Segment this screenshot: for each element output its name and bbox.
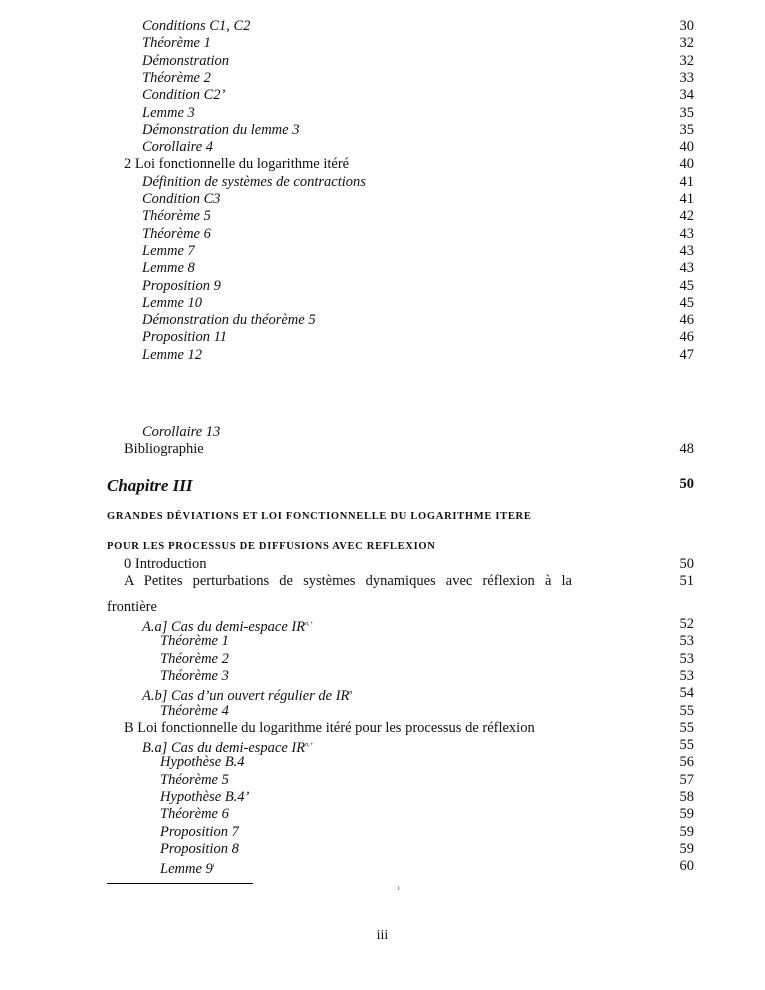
- toc-entry: [0, 616, 765, 633]
- toc-entry: [0, 208, 765, 225]
- toc-entry: [0, 772, 765, 789]
- toc-entry-title: Hypothèse B.4: [160, 754, 245, 771]
- toc-entry: [0, 53, 765, 70]
- toc-entry-title: B Loi fonctionnelle du logarithme itéré pour les processus de réflexion: [124, 719, 535, 736]
- toc-entry: [0, 824, 765, 841]
- toc-entry-page: 40: [679, 156, 694, 173]
- toc-entry-title: Lemme 3: [142, 104, 195, 121]
- toc-entry: [0, 278, 765, 295]
- chapter-page: 50: [679, 476, 694, 492]
- toc-entry-page: 47: [679, 346, 694, 363]
- chapter-title: Chapitre III: [107, 476, 193, 495]
- toc-entry-page: 41: [679, 173, 694, 190]
- toc-entry-title: Théorème 2: [142, 69, 211, 86]
- footnote-separator: [107, 883, 253, 884]
- toc-entry-page: 46: [679, 312, 694, 329]
- toc-entry-title: Théorème 6: [142, 225, 211, 242]
- toc-entry-title: Démonstration du lemme 3: [142, 121, 300, 138]
- toc-entry-title: Proposition 9: [142, 277, 221, 294]
- toc-entry-title: Condition C3: [142, 191, 221, 207]
- toc-entry: [0, 737, 765, 757]
- toc-entry: [0, 243, 765, 260]
- toc-entry: [0, 806, 765, 823]
- toc-entry: [0, 329, 765, 346]
- toc-entry-title: Lemme 12: [142, 346, 203, 363]
- toc-entry-title: A.b] Cas d’un ouvert régulier de $IR^n$: [142, 688, 353, 705]
- chapter-subtitle-line-2: POUR LES PROCESSUS DE DIFFUSIONS AVEC REFLEXION: [107, 541, 436, 552]
- toc-entry: [0, 789, 765, 806]
- footnote-marker: i: [398, 886, 400, 892]
- toc-entry-title: Théorème 6: [160, 806, 229, 823]
- toc-entry-superscript: n: [349, 690, 353, 697]
- toc-entry: [0, 347, 765, 364]
- toc-entry-page: 45: [679, 277, 694, 294]
- toc-entry-page: 59: [679, 840, 694, 857]
- toc-entry-page: 45: [679, 294, 694, 311]
- page-number: iii: [376, 928, 389, 943]
- toc-entry: [0, 191, 765, 208]
- toc-entry-page: 53: [679, 667, 694, 684]
- toc-entry: [0, 295, 765, 312]
- toc-entry-title: A.a] Cas du demi-espace $IR^{n,+}$: [142, 619, 314, 635]
- toc-entry-page: 43: [679, 242, 694, 259]
- toc-entry-page: 60: [679, 858, 694, 875]
- toc-entry: [0, 35, 765, 52]
- toc-entry-page: 53: [679, 650, 694, 667]
- toc-entry-section-a-continuation: [0, 599, 765, 616]
- toc-entry-page: 35: [679, 121, 694, 138]
- toc-entry: [0, 226, 765, 243]
- toc-entry-title: 2 Loi fonctionnelle du logarithme itéré: [124, 156, 350, 173]
- toc-entry-page: 35: [679, 104, 694, 121]
- toc-entry-superscript: n,+: [305, 621, 314, 627]
- toc-entry-page: 58: [679, 789, 694, 805]
- toc-entry-title: Proposition 8: [160, 840, 239, 857]
- toc-entry: [0, 754, 765, 771]
- toc-entry-section-a: [0, 573, 765, 590]
- toc-entry: [0, 651, 765, 668]
- toc-entry-superscript: i: [212, 863, 215, 870]
- toc-entry-title: Théorème 5: [142, 208, 211, 225]
- toc-entry: [0, 260, 765, 277]
- toc-entry-page: 43: [679, 225, 694, 242]
- toc-entry-title: Théorème 2: [160, 650, 229, 667]
- toc-entry-title-continued: frontière: [107, 599, 157, 615]
- toc-entry-title: Conditions C1, C2: [142, 18, 251, 34]
- toc-entry-page: 53: [679, 633, 694, 650]
- toc-entry-page: 46: [679, 329, 694, 346]
- toc-entry-title: Corollaire 13: [142, 424, 221, 440]
- toc-entry-title: A Petites perturbations de systèmes dynamiques avec réflexion à la: [124, 573, 572, 589]
- toc-entry-title: Démonstration: [142, 52, 229, 69]
- toc-entry: [0, 174, 765, 191]
- toc-entry-page: 30: [679, 18, 694, 34]
- toc-entry-page: 33: [679, 69, 694, 86]
- toc-entry-title: Définition de systèmes de contractions: [142, 173, 366, 190]
- toc-entry-title: Théorème 1: [160, 633, 229, 650]
- toc-entry-page: 32: [679, 35, 694, 52]
- toc-entry-page: 34: [679, 87, 694, 104]
- toc-entry: [0, 18, 765, 35]
- toc-entry-title: Théorème 3: [160, 667, 229, 684]
- toc-entry-page: 55: [679, 737, 694, 754]
- toc-entry: [0, 156, 765, 173]
- toc-entry-page: 43: [679, 260, 694, 277]
- toc-entry-title: Lemme 7: [142, 242, 195, 259]
- toc-entry-title: Lemme 8: [142, 260, 195, 277]
- toc-entry-title: Théorème 5: [160, 771, 229, 788]
- toc-entry-page: 32: [679, 52, 694, 69]
- toc-entry-page: 55: [679, 719, 694, 736]
- toc-entry-title: B.a] Cas du demi-espace $IR^{n,+}$: [142, 740, 314, 757]
- toc-entry-title: Théorème 4: [160, 702, 229, 719]
- toc-entry-corollaire-13: [0, 424, 765, 441]
- toc-entry-page: 51: [679, 573, 694, 589]
- toc-entry-title: Proposition 11: [142, 329, 227, 346]
- toc-entry: [0, 139, 765, 156]
- toc-entry-superscript: n,+: [305, 742, 314, 749]
- toc-entry-title: Hypothèse B.4’: [160, 789, 250, 805]
- toc-entry-title: Condition C2’: [142, 87, 226, 104]
- toc-entry-bibliographie: [0, 441, 765, 458]
- toc-entry: [0, 841, 765, 858]
- toc-entry-page: 56: [679, 754, 694, 771]
- toc-entry: [0, 105, 765, 122]
- toc-entry-title: Corollaire 4: [142, 139, 214, 156]
- toc-entry-introduction: [0, 556, 765, 573]
- toc-entry-page: 59: [679, 806, 694, 823]
- toc-entry-title: Théorème 1: [142, 35, 211, 52]
- toc-entry-page: 40: [679, 139, 694, 156]
- toc-entry: [0, 70, 765, 87]
- toc-entry-page: 50: [679, 556, 694, 572]
- toc-entry: [0, 87, 765, 104]
- toc-entry: [0, 720, 765, 737]
- toc-entry-page: 59: [679, 823, 694, 840]
- toc-entry: [0, 685, 765, 705]
- toc-entry: [0, 703, 765, 720]
- toc-entry-page: 54: [679, 685, 694, 702]
- toc-entry-title: Bibliographie: [124, 441, 204, 457]
- toc-entry-page: 57: [679, 771, 694, 788]
- toc-entry: [0, 633, 765, 650]
- toc-entry: [0, 858, 765, 878]
- toc-entry: [0, 312, 765, 329]
- toc-entry-title: Lemme 9$^i$: [160, 861, 215, 878]
- toc-entry-page: 41: [679, 191, 694, 207]
- toc-entry-page: 52: [679, 616, 694, 632]
- toc-entry-page: 55: [679, 702, 694, 719]
- toc-entry-title: 0 Introduction: [124, 556, 207, 572]
- chapter-subtitle-line-1: GRANDES DÉVIATIONS ET LOI FONCTIONNELLE DU LOGARITHME ITERE: [107, 511, 532, 522]
- toc-entry-page: 48: [679, 441, 694, 457]
- toc-entry-page: 42: [679, 208, 694, 225]
- toc-entry: [0, 122, 765, 139]
- toc-entry-title: Démonstration du théorème 5: [142, 312, 316, 329]
- toc-entry: [0, 668, 765, 685]
- toc-entry-title: Lemme 10: [142, 294, 203, 311]
- toc-entry-title: Proposition 7: [160, 823, 239, 840]
